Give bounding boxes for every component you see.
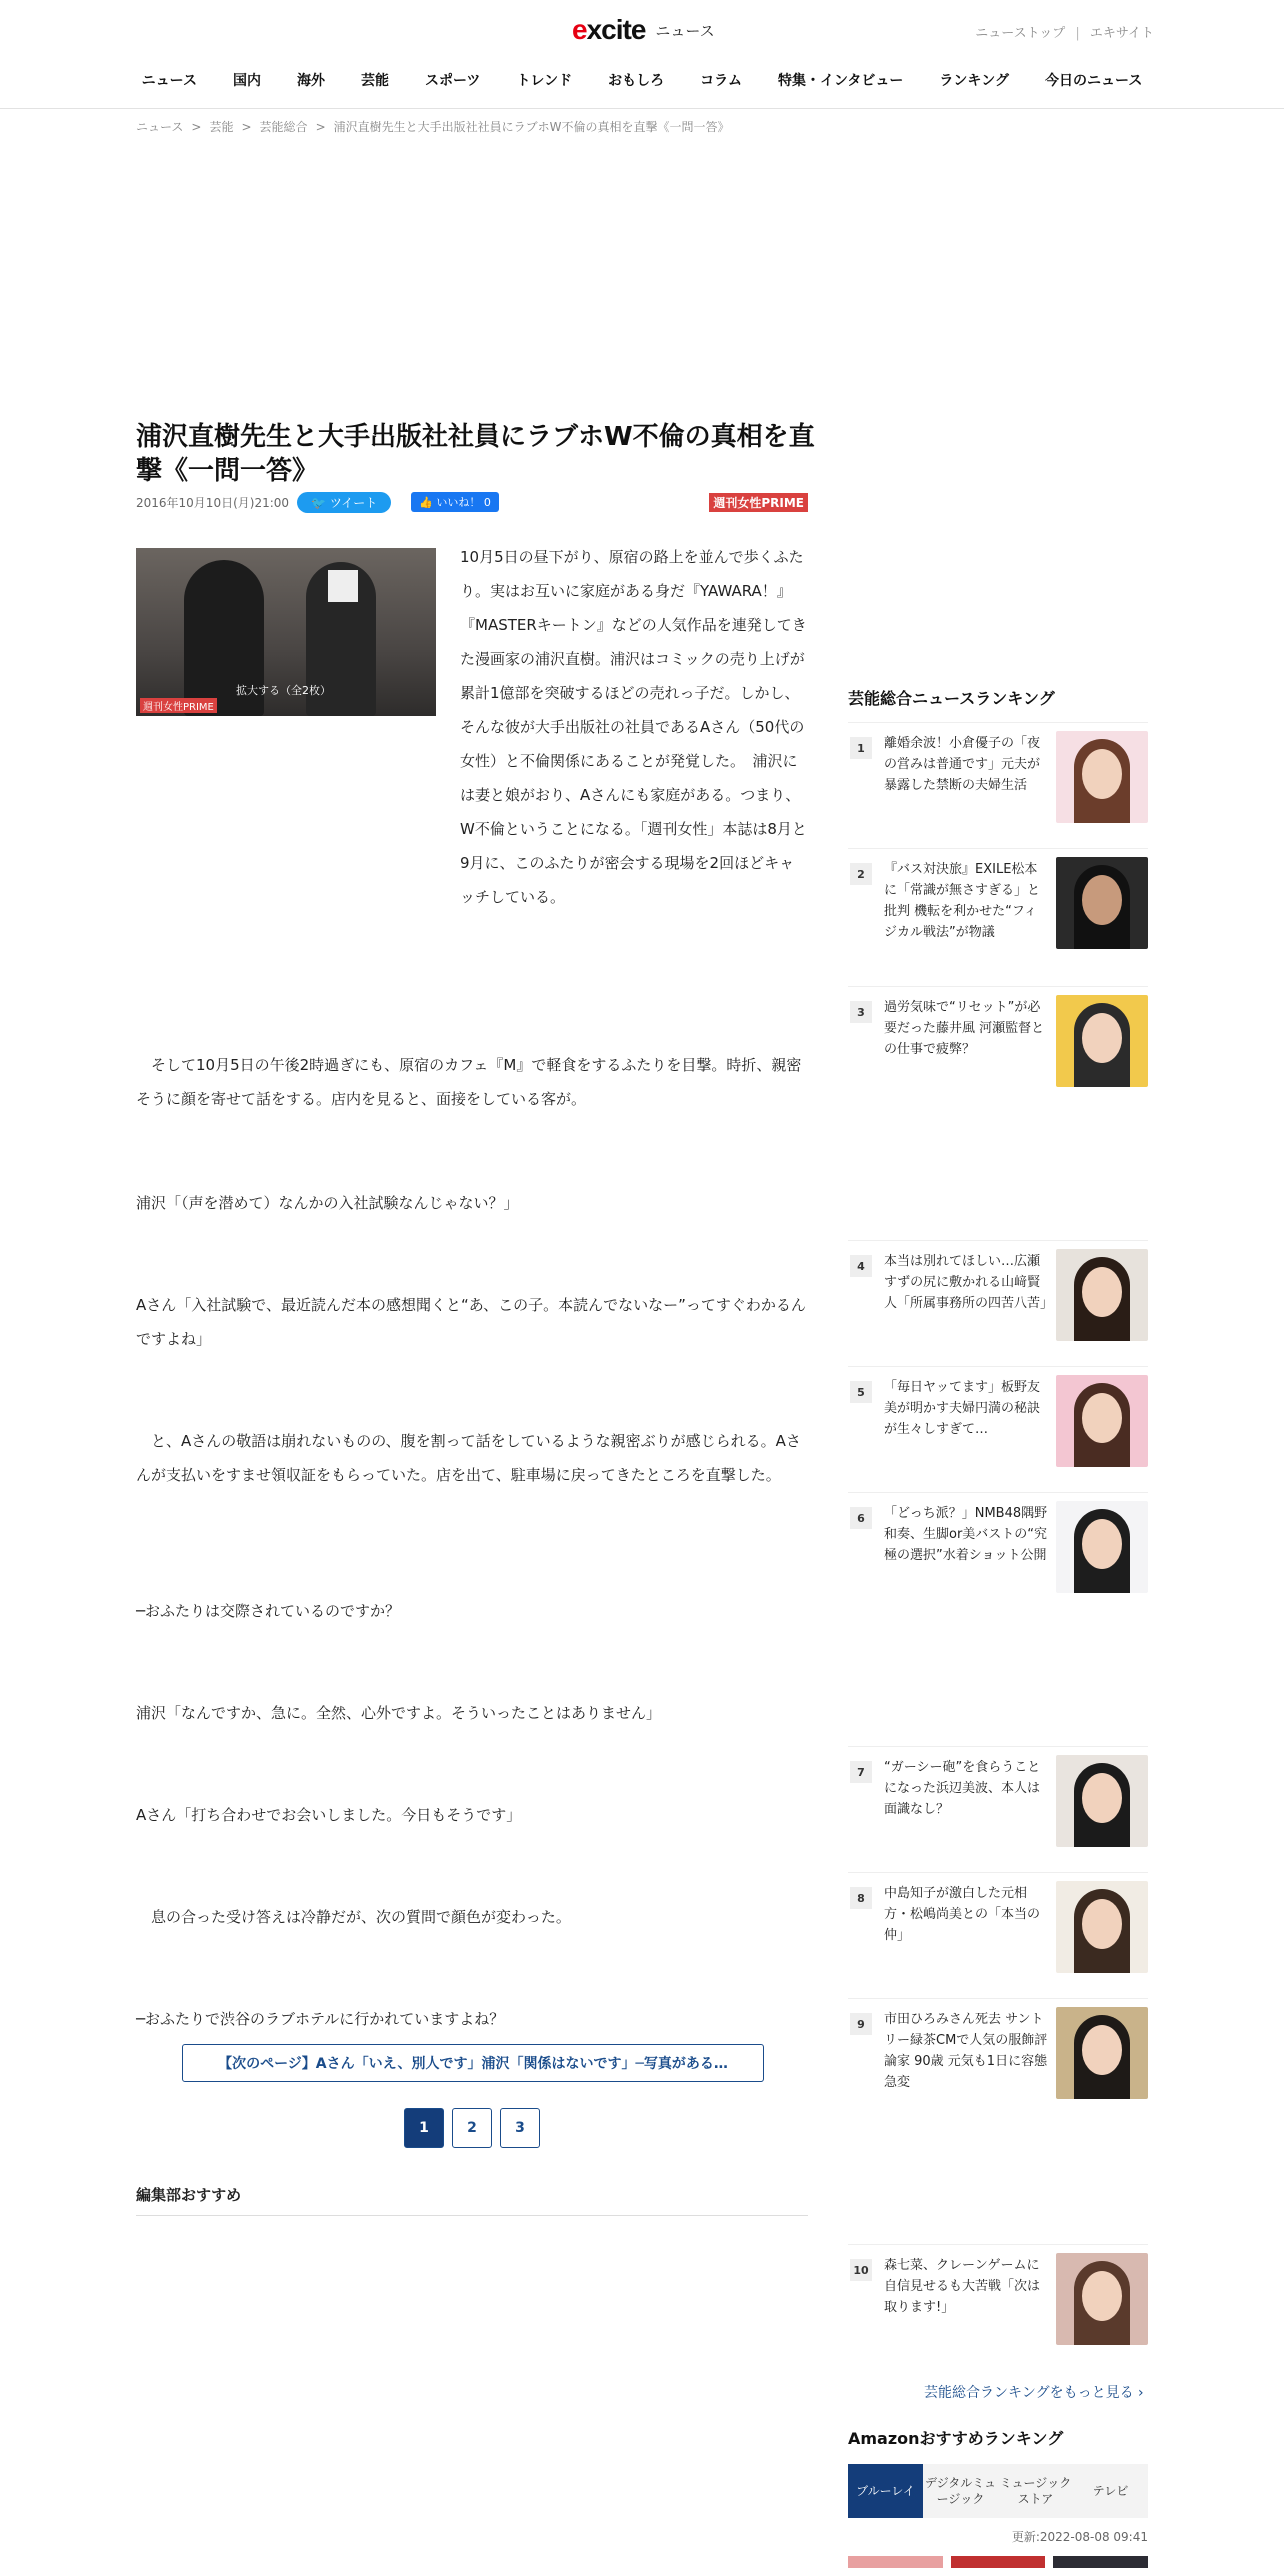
ranking-item[interactable] [848, 1998, 1148, 2109]
article-photo[interactable] [136, 548, 436, 716]
rank-thumbnail[interactable] [1056, 1249, 1148, 1341]
amazon-product-thumb[interactable] [848, 2556, 943, 2568]
rank-thumbnail[interactable] [1056, 1375, 1148, 1467]
ranking-item[interactable] [848, 722, 1148, 833]
editor-picks-heading: 編集部おすすめ [136, 2184, 808, 2216]
article-paragraph: 息の合った受け答えは冷静だが、次の質問で顔色が変わった。 [136, 1908, 571, 1926]
nav-item-trend[interactable]: トレンド [516, 73, 573, 89]
rank-number: 8 [850, 1887, 872, 1909]
rank-thumbnail[interactable] [1056, 2007, 1148, 2099]
page-3-button[interactable]: 3 [500, 2108, 540, 2148]
article-lead: 10月5日の昼下がり、原宿の路上を並んで歩くふたり。実はお互いに家庭がある身だ『YAWARA！』『MASTERキートン』などの人気作品を連発してきた漫画家の浦沢直樹。浦沢はコミックの売り上げが累計1億部を突破するほどの売れっ子だ。しかし、そんな彼が大手出版社の社員であるAさん（50代の女性）と不倫関係にあることが発覚した。 浦沢には妻と娘がおり、Aさんにも家庭がある。つまり、W不倫ということになる。「週刊女性」本誌は8月と9月に、このふたりが密会する現場を2回ほどキャッチしている。 [460, 548, 807, 906]
nav-item-sports[interactable]: スポーツ [424, 73, 481, 89]
rank-thumbnail[interactable] [1056, 857, 1148, 949]
article-paragraph: 浦沢「（声を潜めて）なんかの入社試験なんじゃない？」 [136, 1194, 519, 1212]
rank-thumbnail[interactable] [1056, 1755, 1148, 1847]
like-label: いいね！ 0 [436, 496, 491, 509]
thumb-face [1082, 2025, 1122, 2075]
ranking-item[interactable] [848, 1746, 1148, 1857]
ranking-heading: 芸能総合ニュースランキング [848, 689, 1055, 708]
nav-item-overseas[interactable]: 海外 [296, 73, 325, 89]
rank-title[interactable]: 過労気味で“リセット”が必要だった藤井風 河瀬監督との仕事で疲弊？ [884, 1000, 1045, 1057]
util-links [975, 22, 1154, 41]
nav-item-today[interactable]: 今日のニュース [1045, 73, 1143, 89]
article-paragraph: Aさん「入社試験で、最近読んだ本の感想聞くと“あ、この子。本読んでないなー”ってすぐわかるんですよね」 [136, 1296, 806, 1348]
logo-mark: excite [572, 14, 646, 45]
nav-item-ranking[interactable]: ランキング [939, 73, 1010, 89]
rank-thumbnail[interactable] [1056, 995, 1148, 1087]
article-paragraph: そして10月5日の午後2時過ぎにも、原宿のカフェ『M』で軽食をするふたりを目撃。時折、親密そうに顔を寄せて話をする。店内を見ると、面接をしている客が。 [136, 1056, 802, 1108]
thumb-face [1082, 1267, 1122, 1317]
ranking-item[interactable] [848, 1240, 1148, 1351]
rank-title[interactable]: 森七菜、クレーンゲームに自信見せるも大苦戦「次は取ります!」 [884, 2258, 1041, 2315]
rank-number: 7 [850, 1761, 872, 1783]
update-timestamp: 更新:2022-08-08 09:41 [1011, 2530, 1148, 2544]
logo-sub: ニュース [655, 21, 715, 40]
breadcrumb-separator: > [315, 120, 326, 134]
breadcrumb [136, 118, 730, 135]
nav-item-entertainment[interactable]: 芸能 [360, 73, 389, 89]
tab-music-store[interactable]: ミュージックストア [998, 2464, 1073, 2518]
article-paragraph: と、Aさんの敬語は崩れないものの、腹を割って話をしているような親密ぶりが感じられる。Aさんが支払いをすませ領収証をもらっていた。店を出て、駐車場に戻ってきたところを直撃した。 [136, 1432, 801, 1484]
pagination [404, 2108, 540, 2148]
page-1-button[interactable]: 1 [404, 2108, 444, 2148]
excite-logo[interactable] [572, 14, 715, 46]
rank-number: 2 [850, 863, 872, 885]
tab-digital-music[interactable]: デジタルミュージック [923, 2464, 998, 2518]
page-2-button[interactable]: 2 [452, 2108, 492, 2148]
article-paragraph: 浦沢「なんですか、急に。全然、心外ですよ。そういったことはありません」 [136, 1704, 662, 1722]
article-paragraph: ─おふたりで渋谷のラブホテルに行かれていますよね？ [136, 2010, 505, 2028]
excite-link[interactable]: エキサイト [1089, 26, 1154, 41]
ranking-item[interactable] [848, 848, 1148, 959]
rank-title[interactable]: 「どっち派？」NMB48隅野和奏、生脚or美バストの“究極の選択”水着ショット公開 [884, 1506, 1048, 1563]
article-paragraph: Aさん「打ち合わせでお会いしました。今日もそうです」 [136, 1806, 522, 1824]
photo-caption[interactable]: 拡大する（全2枚） [236, 684, 331, 697]
amazon-heading: Amazonおすすめランキング [848, 2429, 1064, 2448]
rank-title[interactable]: 離婚余波！小倉優子の「夜の営みは普通です」元夫が暴露した禁断の夫婦生活 [884, 736, 1041, 793]
article-meta [136, 490, 808, 514]
thumb-face [1082, 1013, 1122, 1063]
thumb-face [1082, 749, 1122, 799]
thumb-face [1082, 1899, 1122, 1949]
tab-bluray[interactable]: ブルーレイ [848, 2464, 923, 2518]
thumb-face [1082, 1519, 1122, 1569]
ranking-item[interactable] [848, 986, 1148, 1097]
rank-thumbnail[interactable] [1056, 1881, 1148, 1973]
util-separator: | [1075, 26, 1080, 41]
like-button[interactable] [411, 492, 499, 512]
rank-number: 4 [850, 1255, 872, 1277]
article-title: 浦沢直樹先生と大手出版社社員にラブホW不倫の真相を直撃《一問一答》 [136, 422, 815, 486]
rank-number: 9 [850, 2013, 872, 2035]
ranking-item[interactable] [848, 2244, 1148, 2355]
breadcrumb-general[interactable]: 芸能総合 [259, 120, 308, 134]
thumbs-up-icon: 👍 [419, 496, 433, 509]
thumb-face [1082, 1773, 1122, 1823]
breadcrumb-current: 浦沢直樹先生と大手出版社社員にラブホW不倫の真相を直撃《一問一答》 [333, 120, 730, 134]
tweet-button[interactable] [297, 492, 391, 513]
photo-brand-badge: 週刊女性PRIME [140, 698, 217, 713]
amazon-product-thumb[interactable] [1053, 2556, 1148, 2568]
ranking-item[interactable] [848, 1872, 1148, 1983]
amazon-products [848, 2556, 1148, 2568]
nav-item-interview[interactable]: 特集・インタビュー [777, 73, 904, 89]
brand-badge[interactable]: 週刊女性PRIME [709, 493, 808, 512]
rank-number: 1 [850, 737, 872, 759]
thumb-face [1082, 875, 1122, 925]
main-nav [0, 70, 1284, 90]
nav-item-column[interactable]: コラム [700, 73, 742, 89]
breadcrumb-separator: > [191, 120, 202, 134]
breadcrumb-news[interactable]: ニュース [136, 120, 184, 134]
tab-tv[interactable]: テレビ [1073, 2464, 1148, 2518]
rank-number: 10 [850, 2259, 872, 2281]
rank-number: 6 [850, 1507, 872, 1529]
article-date: 2016年10月10日(月)21:00 [136, 495, 290, 510]
rank-title[interactable]: 市田ひろみさん死去 サントリー緑茶CMで人気の服飾評論家 90歳 元気も1日に容態急変 [884, 2012, 1048, 2090]
nav-item-funny[interactable]: おもしろ [608, 73, 665, 89]
more-ranking-link[interactable]: 芸能総合ランキングをもっと見る › [924, 2385, 1144, 2401]
rank-title[interactable]: 「毎日ヤッてます」板野友美が明かす夫婦円満の秘訣が生々しすぎて… [884, 1380, 1041, 1437]
thumb-face [1082, 2271, 1122, 2321]
photo-mosaic [328, 570, 358, 602]
rank-number: 5 [850, 1381, 872, 1403]
breadcrumb-separator: > [241, 120, 252, 134]
ranking-item[interactable] [848, 1492, 1148, 1603]
rank-title[interactable]: “ガーシー砲”を食らうことになった浜辺美波、本人は面識なし？ [884, 1760, 1041, 1817]
rank-thumbnail[interactable] [1056, 731, 1148, 823]
article-paragraph: ─おふたりは交際されているのですか？ [136, 1602, 401, 1620]
rank-thumbnail[interactable] [1056, 2253, 1148, 2345]
rank-number: 3 [850, 1001, 872, 1023]
rank-thumbnail[interactable] [1056, 1501, 1148, 1593]
tweet-label: ツイート [329, 495, 378, 510]
amazon-product-thumb[interactable] [951, 2556, 1046, 2568]
amazon-tabs [848, 2464, 1148, 2518]
ranking-item[interactable] [848, 1366, 1148, 1477]
nav-item-domestic[interactable]: 国内 [232, 73, 261, 89]
news-top-link[interactable]: ニューストップ [975, 26, 1066, 41]
breadcrumb-entertainment[interactable]: 芸能 [209, 120, 234, 134]
thumb-face [1082, 1393, 1122, 1443]
twitter-bird-icon: 🐦 [311, 495, 326, 510]
rank-title[interactable]: 本当は別れてほしい…広瀬すずの尻に敷かれる山﨑賢人「所属事務所の四苦八苦」 [884, 1254, 1054, 1311]
nav-item-news[interactable]: ニュース [141, 73, 197, 89]
next-page-link[interactable]: 【次のページ】Aさん「いえ、別人です」浦沢「関係はないです」─写真がある… [182, 2044, 764, 2082]
rank-title[interactable]: 中島知子が激白した元相方・松嶋尚美との「本当の仲」 [884, 1886, 1041, 1943]
rank-title[interactable]: 『バス対決旅』EXILE松本に「常識が無さすぎる」と批判 機転を利かせた“フィジカル戦法”が物議 [884, 862, 1041, 940]
